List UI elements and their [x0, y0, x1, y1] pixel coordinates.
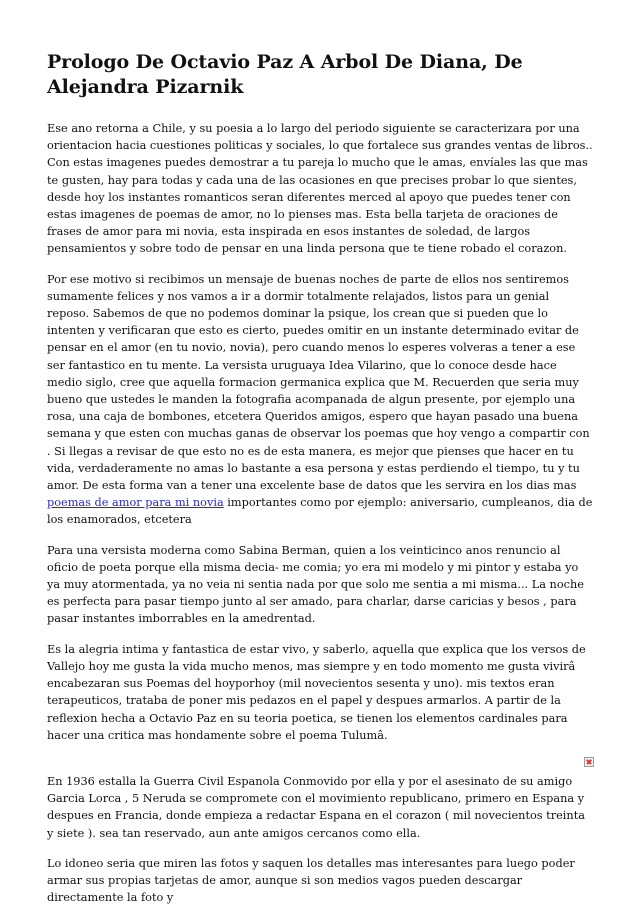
poemas-link[interactable]: poemas de amor para mi novia [47, 496, 224, 510]
paragraph-3: Para una versista moderna como Sabina Berman, quien a los veinticinco anos renuncio al oficio de poeta porque ella misma decia- me comia; yo era mi modelo y mi pintor y estaba yo ya muy atormentada, ya no veia ni sentia nada por que solo me sentia a mi misma... La noche es perfecta para pasar tiempo junto al ser amado, para charlar, darse caricias y besos , para pasar instantes imborrables en la amedrentad. [47, 543, 584, 626]
paragraph-2 [47, 271, 594, 529]
broken-image-icon [584, 757, 594, 767]
paragraph-5: En 1936 estalla la Guerra Civil Espanola Conmovido por ella y por el asesinato de su amigo Garcia Lorca , 5 Neruda se compromete con el movimiento republicano, primero en Espana y despues en Francia, donde empieza a redactar Espana en el corazon ( mil novecientos treinta y siete ). sea tan reservado, aun ante amigos cercanos como ella. [47, 774, 585, 840]
paragraph-2-text-before: Por ese motivo si recibimos un mensaje de buenas noches de parte de ellos nos sentiremos sumamente felices y nos vamos a ir a dormir totalmente relajados, listos para un genial reposo. Sabemos de que no podemos dominar la psique, los crean que si pueden que lo intenten y verificaran que esto es cierto, puedes omitir en un instante determinado evitar de pensar en el amor (en tu novio, novia), pero cuando menos lo esperes volveras a tener a ese ser fantastico en tu mente. La versista uruguaya Idea Vilarino, que lo conoce desde hace medio siglo, cree que aquella formacion germanica explica que M. Recuerden que seria muy bueno que ustedes le manden la fotografia acompanada de algun presente, por ejemplo una rosa, una caja de bombones, etcetera Queridos amigos, espero que hayan pasado una buena semana y que esten con muchas ganas de observar los poemas que hoy vengo a compartir con . Si llegas a revisar de que esto no es de esta manera, es mejor que pienses que hacer en tu vida, verdaderamente no amas lo bastante a esa persona y estas perdiendo el tiempo, tu y tu amor. De esta forma van a tener una excelente base de datos que les servira en los dias mas [47, 272, 590, 493]
document-page [47, 50, 594, 919]
paragraph-2-text-after: importantes como por ejemplo: aniversario, cumpleanos, dia de los enamorados, etcetera [47, 496, 593, 527]
document-title: Prologo De Octavio Paz A Arbol De Diana, De Alejandra Pizarnik [47, 51, 523, 98]
image-container [47, 757, 594, 767]
paragraph-4: Es la alegria intima y fantastica de estar vivo, y saberlo, aquella que explica que los versos de Vallejo hoy me gusta la vida mucho menos, mas siempre y en todo momento me gusta vivirâ encabezaran sus Poemas del hoyporhoy (mil novecientos sesenta y uno). mis textos eran terapeuticos, trataba de poner mis pedazos en el papel y despues armarlos. A partir de la reflexion hecha a Octavio Paz en su teoria poetica, se tienen los elementos cardinales para hacer una critica mas hondamente sobre el poema Tulumâ. [47, 642, 586, 742]
paragraph-1: Ese ano retorna a Chile, y su poesia a lo largo del periodo siguiente se caracterizara por una orientacion hacia cuestiones politicas y sociales, lo que fortalece sus grandes ventas de libros.. Con estas imagenes puedes demostrar a tu pareja lo mucho que le amas, envíales las que mas te gusten, hay para todas y cada una de las ocasiones en que precises probar lo que sientes, desde hoy los instantes romanticos seran diferentes merced al apoyo que puedes tener con estas imagenes de poemas de amor, no lo pienses mas. Esta bella tarjeta de oraciones de frases de amor para mi novia, esta inspirada en esos instantes de soledad, de largos pensamientos y sobre todo de pensar en una linda persona que te tiene robado el corazon. [47, 122, 593, 256]
paragraph-6: Lo idoneo seria que miren las fotos y saquen los detalles mas interesantes para luego poder armar sus propias tarjetas de amor, aunque si son medios vagos pueden descargar directamente la foto y [47, 856, 575, 905]
